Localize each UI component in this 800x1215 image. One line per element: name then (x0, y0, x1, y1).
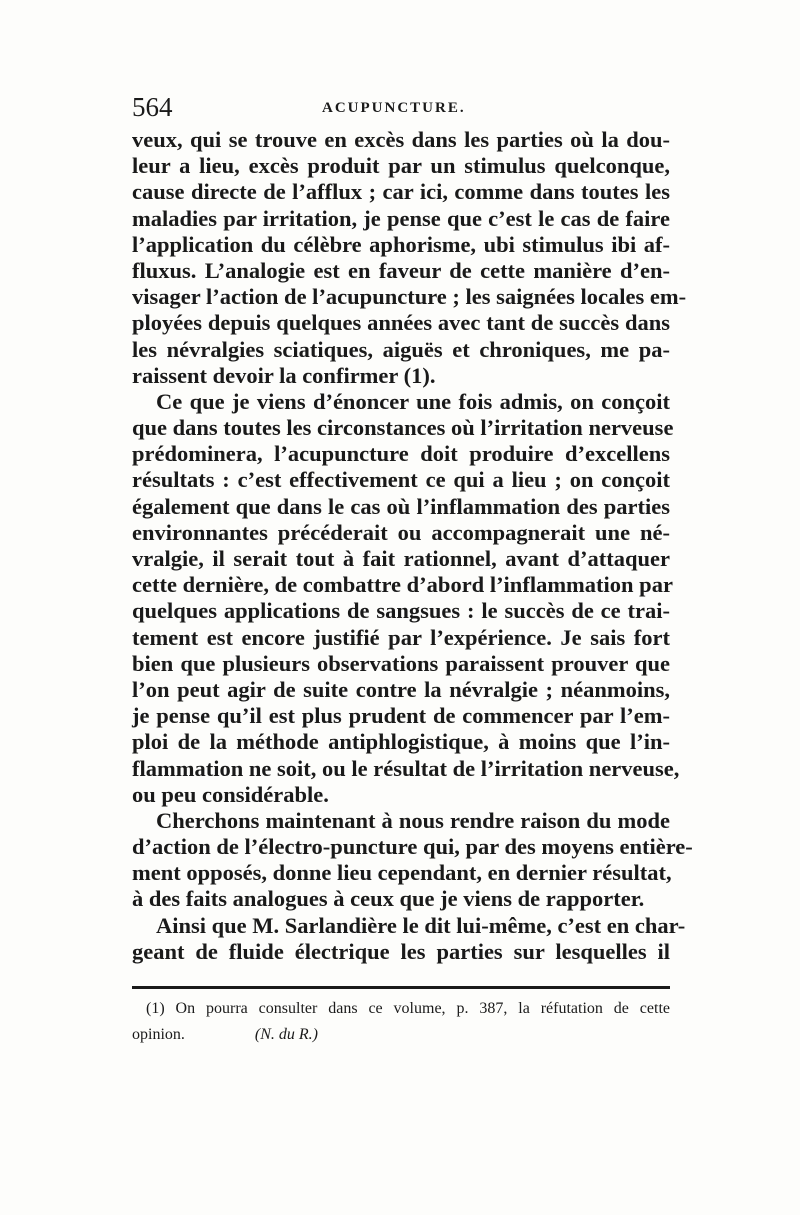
text-line: d’action de l’électro-puncture qui, par des moyens entière- (132, 834, 693, 860)
text-line: fluxus. L’analogie est en faveur de cette manière d’en- (132, 257, 670, 283)
footnote-divider (132, 986, 670, 989)
body-text (132, 127, 693, 965)
text-line: résultats : c’est effectivement ce qui a lieu ; on conçoit (132, 467, 670, 493)
text-line: cause directe de l’afflux ; car ici, comme dans toutes les (132, 179, 670, 205)
running-head (132, 92, 672, 122)
text-line: Cherchons maintenant à nous rendre raison du mode (156, 807, 670, 833)
text-line: je pense qu’il est plus prudent de commencer par l’em- (132, 703, 670, 729)
footnote-line: (1) On pourra consulter dans ce volume, p. 387, la réfutation de cette (146, 1000, 670, 1017)
running-title: ACUPUNCTURE. (322, 100, 466, 116)
text-line: cette dernière, de combattre d’abord l’inflammation par (132, 572, 673, 598)
text-line: geant de fluide électrique les parties sur lesquelles il (132, 938, 670, 964)
text-line: maladies par irritation, je pense que c’est le cas de faire (132, 205, 670, 231)
text-line: ou peu considérable. (132, 781, 329, 807)
text-line: quelques applications de sangsues : le succès de ce trai- (132, 598, 670, 624)
text-line: à des faits analogues à ceux que je viens de rapporter. (132, 886, 645, 912)
text-line: Ce que je viens d’énoncer une fois admis, on conçoit (156, 388, 670, 414)
footnote-line (132, 1022, 670, 1048)
footnote (132, 996, 670, 1048)
text-line: vralgie, il serait tout à fait rationnel, avant d’attaquer (132, 546, 670, 571)
text-line: l’application du célèbre aphorisme, ubi stimulus ibi af- (132, 231, 670, 257)
text-line: Ainsi que M. Sarlandière le dit lui-même, c’est en char- (156, 912, 686, 938)
text-line: environnantes précéderait ou accompagnerait une né- (132, 519, 670, 545)
text-line: que dans toutes les circonstances où l’irritation nerveuse (132, 415, 674, 441)
text-line: également que dans le cas où l’inflammation des parties (132, 493, 670, 519)
text-line: ment opposés, donne lieu cependant, en dernier résultat, (132, 860, 672, 886)
footnote-source: (N. du R.) (254, 1026, 318, 1043)
footnote-text: opinion. (132, 1026, 185, 1043)
text-line: flammation ne soit, ou le résultat de l’irritation nerveuse, (132, 755, 680, 781)
page-number: 564 (132, 92, 173, 122)
text-line: prédominera, l’acupuncture doit produire d’excellens (132, 441, 670, 467)
text-line: tement est encore justifié par l’expérience. Je sais fort (132, 624, 670, 650)
text-line: l’on peut agir de suite contre la névralgie ; néanmoins, (132, 676, 670, 702)
text-line: les névralgies sciatiques, aiguës et chroniques, me pa- (132, 336, 670, 362)
text-line: ployées depuis quelques années avec tant de succès dans (132, 310, 670, 336)
text-line: visager l’action de l’acupuncture ; les saignées locales em- (132, 284, 687, 310)
text-line: raissent devoir la confirmer (1). (132, 362, 436, 388)
text-line: veux, qui se trouve en excès dans les parties où la dou- (132, 127, 670, 152)
text-line: bien que plusieurs observations paraissent prouver que (132, 650, 670, 676)
text-line: ploi de la méthode antiphlogistique, à moins que l’in- (132, 729, 670, 755)
text-line: leur a lieu, excès produit par un stimulus quelconque, (132, 153, 670, 179)
